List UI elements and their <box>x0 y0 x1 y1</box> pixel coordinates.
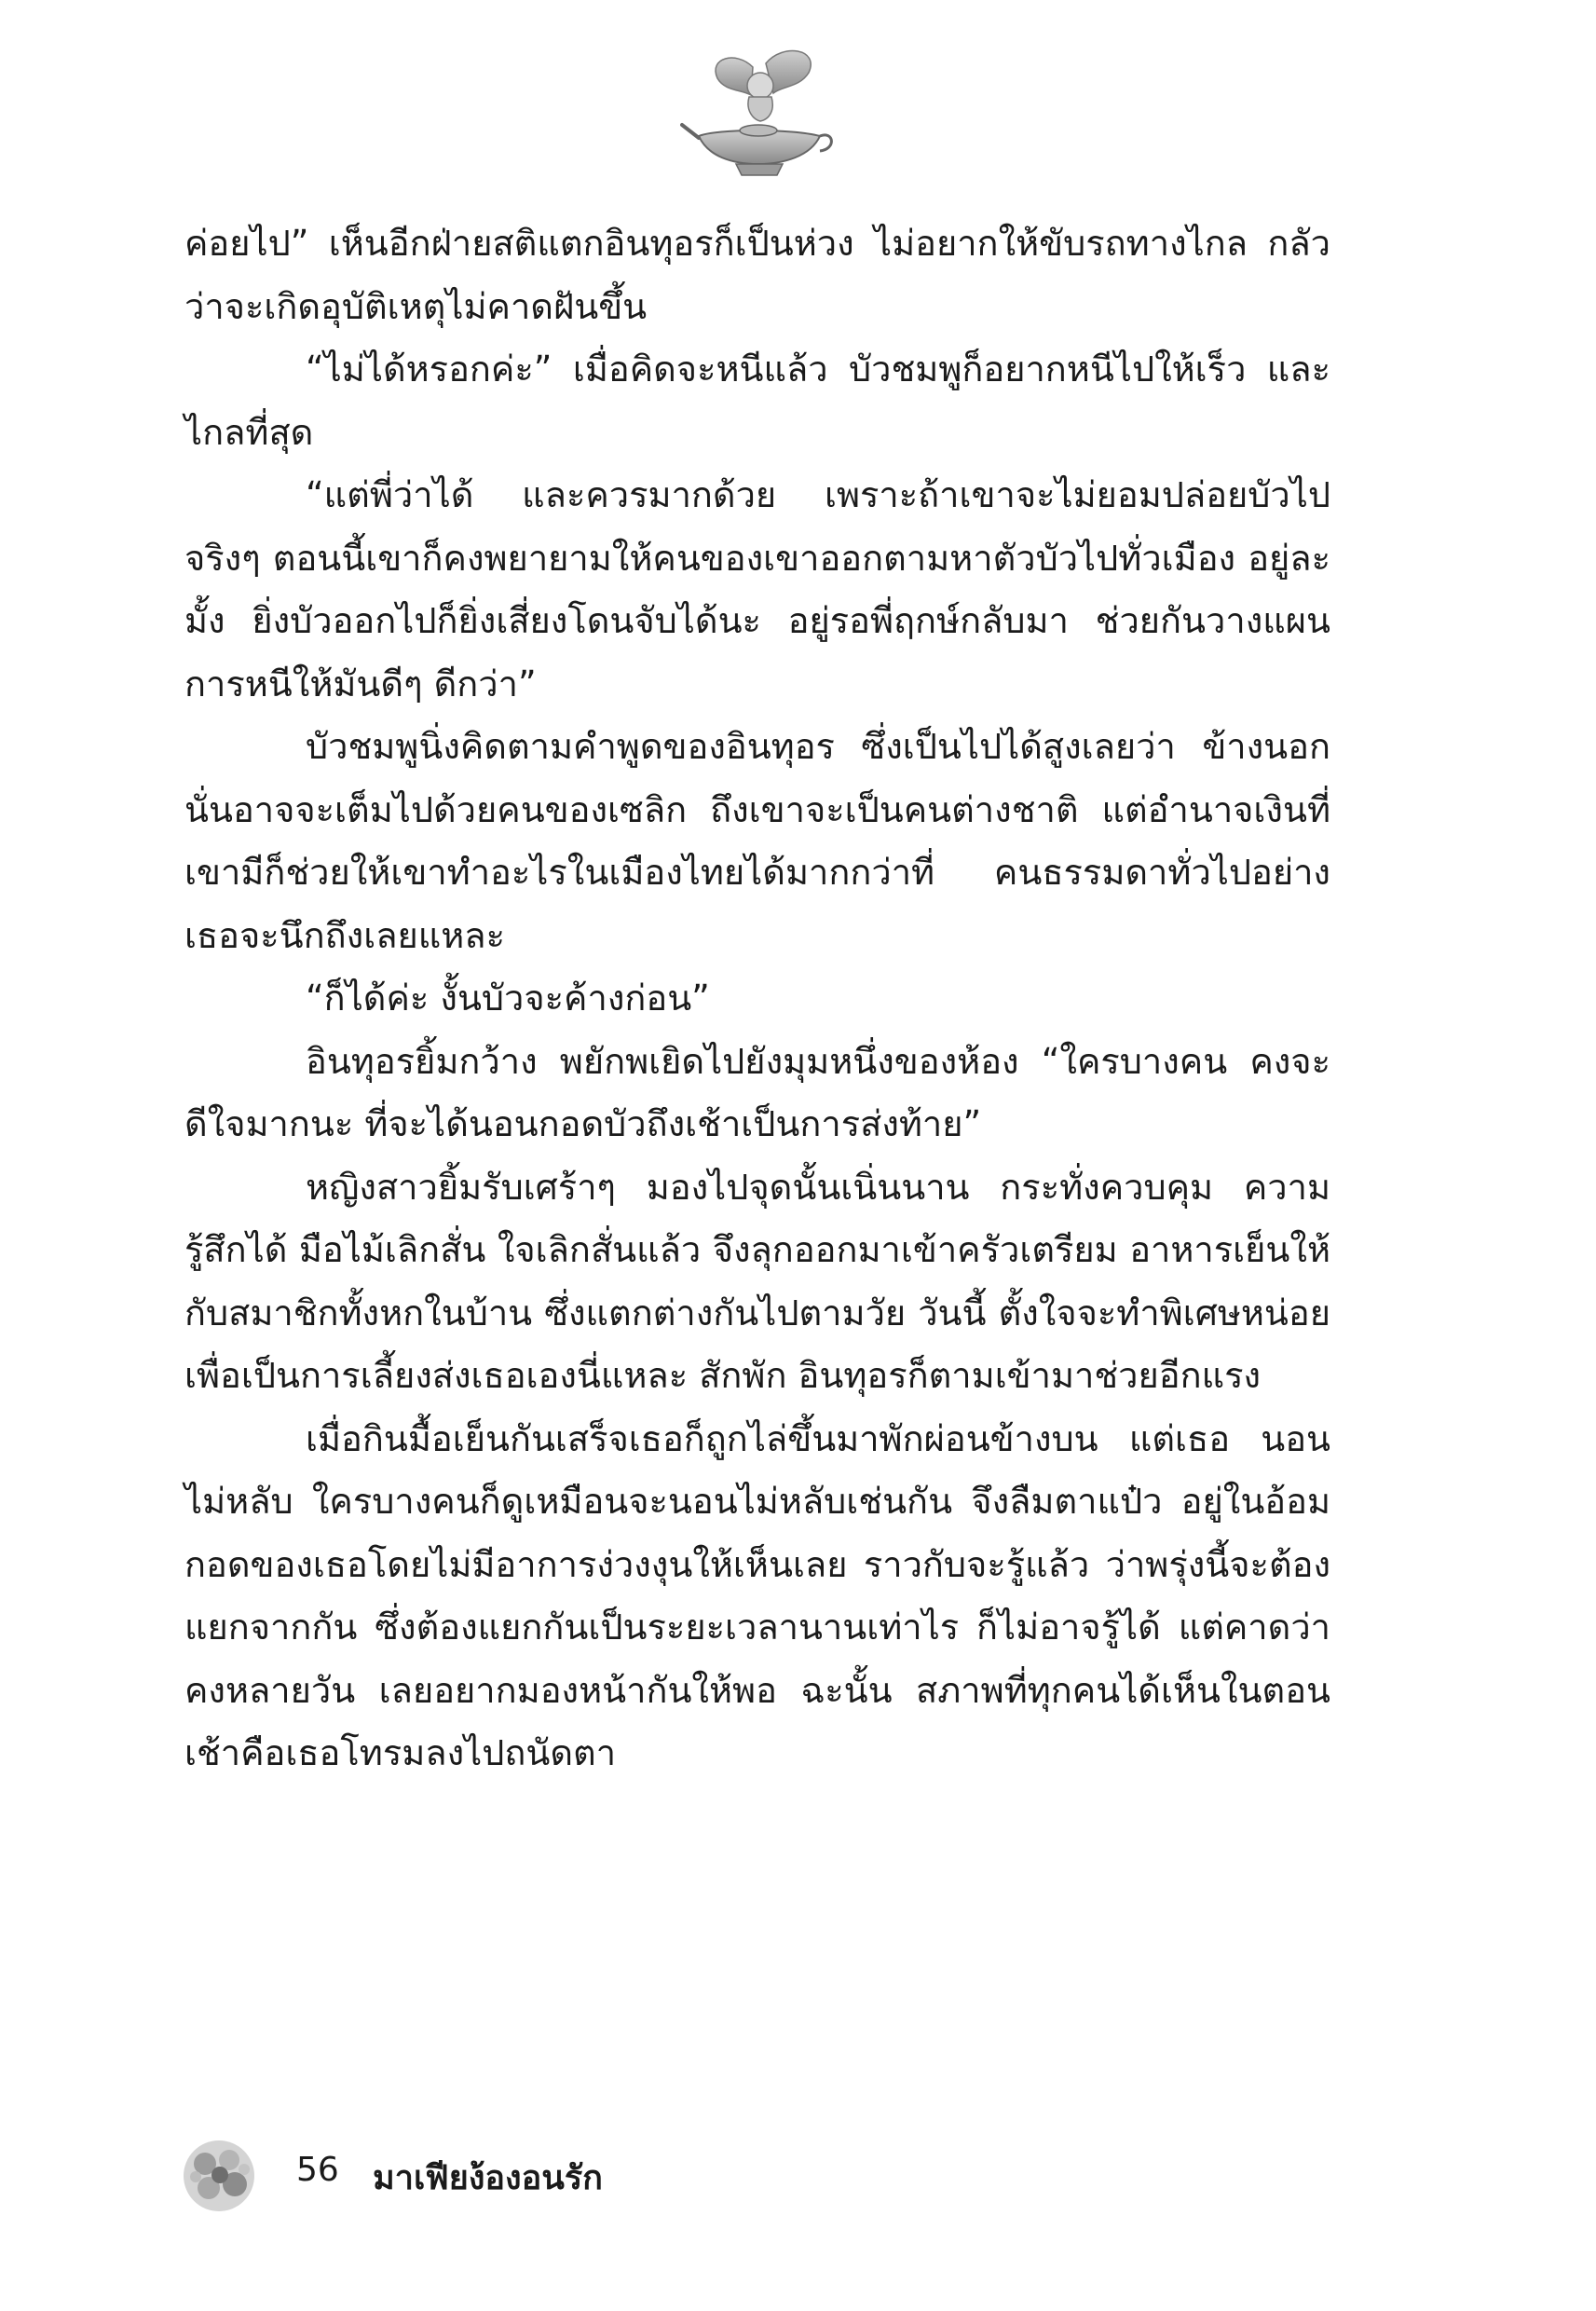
paragraph-7: หญิงสาวยิ้มรับเศร้าๆ มองไปจุดนั้นเนิ่นนาน กระทั่งควบคุม ความรู้สึกได้ มือไม้เลิกสั่น ใจเลิกสั่นแล้ว จึงลุกออกมาเข้าครัวเตรียม อาหารเย็นให้กับสมาชิกทั้งหกในบ้าน ซึ่งแตกต่างกันไปตามวัย วันนี้ ตั้งใจจะทำพิเศษหน่อยเพื่อเป็นการเลี้ยงส่งเธอเองนี่แหละ สักพัก อินทุอรก็ตามเข้ามาช่วยอีกแรง <box>184 1166 1330 1396</box>
paragraph-5: “ก็ได้ค่ะ งั้นบัวจะค้างก่อน” <box>306 978 710 1019</box>
book-title: มาเฟียง้องอนรัก <box>373 2159 603 2197</box>
paragraph-6: อินทุอรยิ้มกว้าง พยักพเยิดไปยังมุมหนึ่งของห้อง “ใครบางคน คงจะดีใจมากนะ ที่จะได้นอนกอดบัวถึงเช้าเป็นการส่งท้าย” <box>184 1040 1330 1144</box>
cherub-lamp-ornament-icon <box>680 45 839 185</box>
body-text <box>184 212 1330 1785</box>
page-footer <box>177 2134 1016 2218</box>
paragraph-4: บัวชมพูนิ่งคิดตามคำพูดของอินทุอร ซึ่งเป็นไปได้สูงเลยว่า ข้างนอกนั่นอาจจะเต็มไปด้วยคนของเซลิก ถึงเขาจะเป็นคนต่างชาติ แต่อำนาจเงินที่เขามีก็ช่วยให้เขาทำอะไรในเมืองไทยได้มากกว่าที่ คนธรรมดาทั่วไปอย่างเธอจะนึกถึงเลยแหละ <box>184 726 1330 956</box>
flower-bouquet-ornament-icon <box>177 2134 261 2218</box>
paragraph-2: “ไม่ได้หรอกค่ะ” เมื่อคิดจะหนีแล้ว บัวชมพูก็อยากหนีไปให้เร็ว และไกลที่สุด <box>184 349 1330 453</box>
paragraph-8: เมื่อกินมื้อเย็นกันเสร็จเธอก็ถูกไล่ขึ้นมาพักผ่อนข้างบน แต่เธอ นอนไม่หลับ ใครบางคนก็ดูเหมือนจะนอนไม่หลับเช่นกัน จึงลืมตาแป๋ว อยู่ในอ้อมกอดของเธอโดยไม่มีอาการง่วงงุนให้เห็นเลย ราวกับจะรู้แล้ว ว่าพรุ่งนี้จะต้องแยกจากกัน ซึ่งต้องแยกกันเป็นระยะเวลานานเท่าไร ก็ไม่อาจรู้ได้ แต่คาดว่าคงหลายวัน เลยอยากมองหน้ากันให้พอ ฉะนั้น สภาพที่ทุกคนได้เห็นในตอนเช้าคือเธอโทรมลงไปถนัดตา <box>184 1417 1330 1773</box>
paragraph-1: ค่อยไป” เห็นอีกฝ่ายสติแตกอินทุอรก็เป็นห่วง ไม่อยากให้ขับรถทางไกล กลัวว่าจะเกิดอุบัติเหตุไม่คาดฝันขึ้น <box>184 223 1330 327</box>
page-number: 56 <box>296 2151 339 2189</box>
paragraph-3: “แต่พี่ว่าได้ และควรมากด้วย เพราะถ้าเขาจะไม่ยอมปล่อยบัวไป จริงๆ ตอนนี้เขาก็คงพยายามให้คนของเขาออกตามหาตัวบัวไปทั่วเมือง อยู่ละมั้ง ยิ่งบัวออกไปก็ยิ่งเสี่ยงโดนจับได้นะ อยู่รอพี่ฤกษ์กลับมา ช่วยกันวางแผนการหนีให้มันดีๆ ดีกว่า” <box>184 474 1330 704</box>
